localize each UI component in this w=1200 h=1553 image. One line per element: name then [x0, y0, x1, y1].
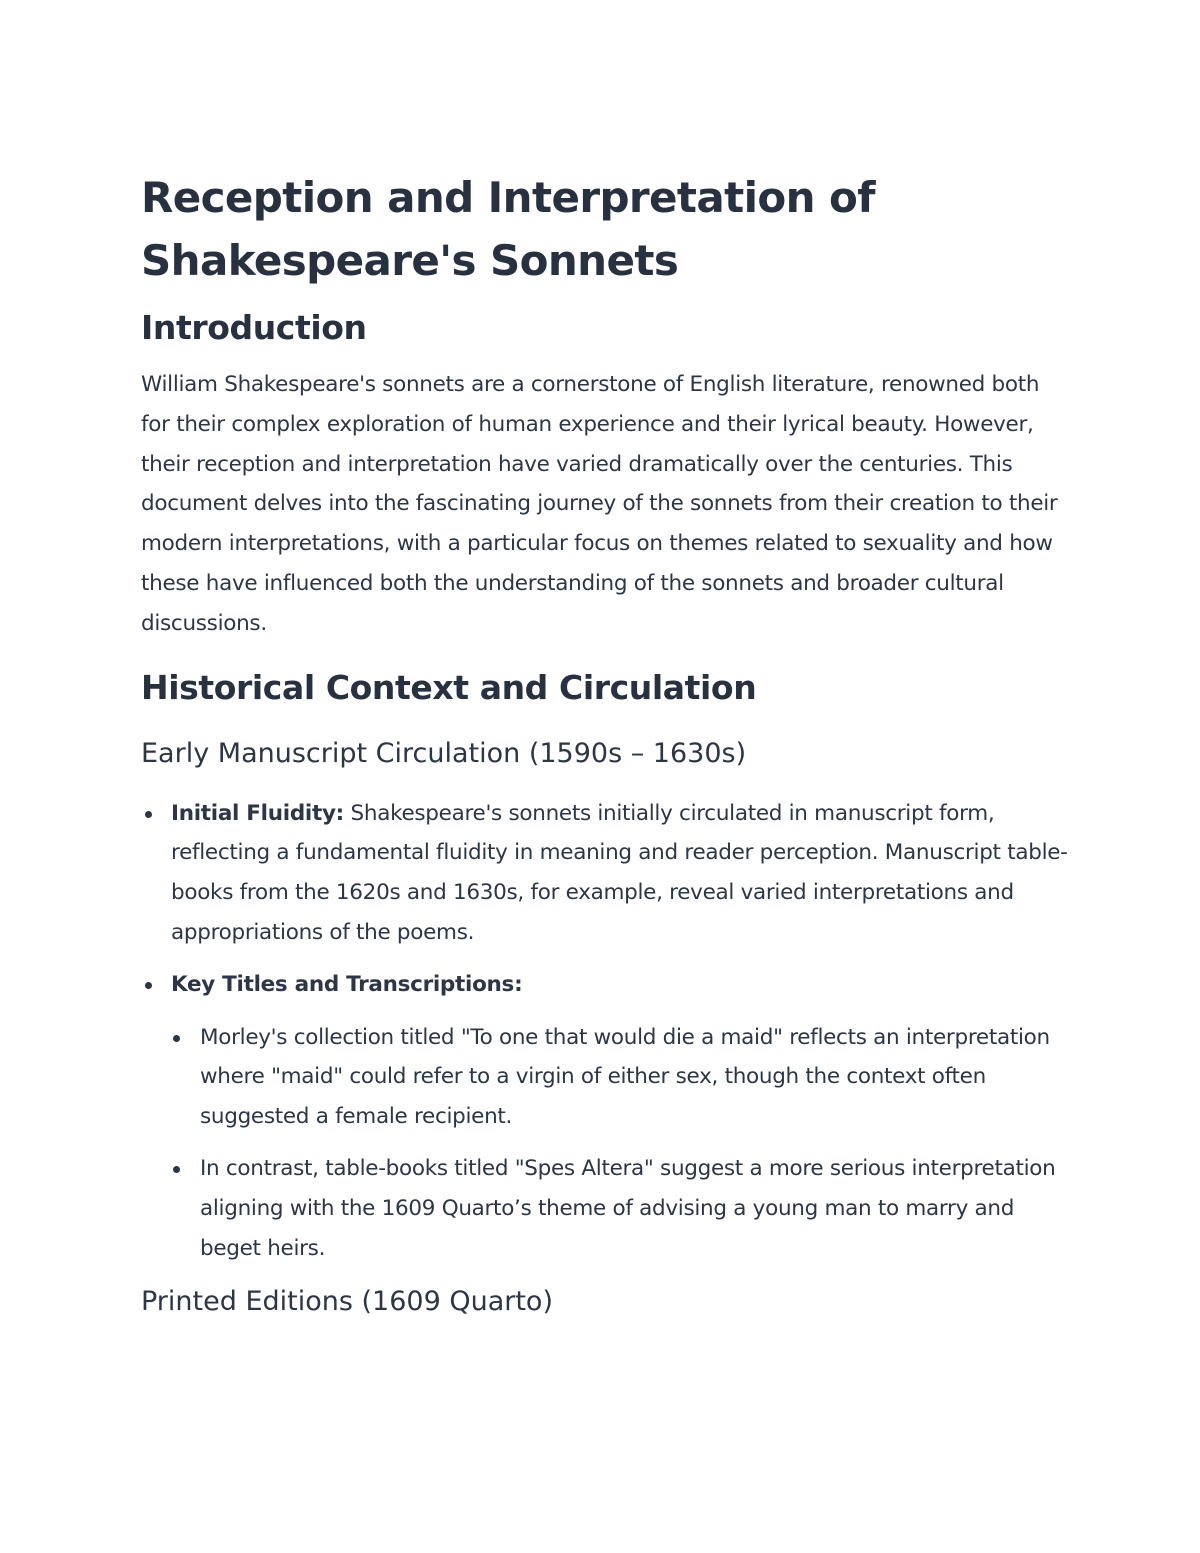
- list-item-initial-fluidity: Initial Fluidity: Shakespeare's sonnets initially circulated in manuscript form, reflecting a fundamental fluidity in meaning and reader perception. Manuscript table-books from the 1620s and 1630s, for example, reveal varied interpretations and appropriations of the poems.: [141, 794, 1071, 953]
- document-title-line-2: Shakespeare's Sonnets: [141, 236, 679, 285]
- list-item-label: Key Titles and Transcriptions: [171, 971, 515, 997]
- list-item-text: Shakespeare's sonnets initially circulated in manuscript form, reflecting a fundamental fluidity in meaning and reader perception. Manuscript table-books from the 1620s and 1630s, for example, reveal varied interpretations and appropriations of the poems.: [171, 800, 1068, 945]
- document-page: [141, 166, 1071, 1322]
- bullet-icon: [145, 982, 152, 989]
- early-manuscript-heading: Early Manuscript Circulation (1590s – 1630s): [141, 737, 747, 769]
- bullet-icon: [145, 811, 152, 818]
- list-item-key-titles: Key Titles and Transcriptions:: [141, 965, 1071, 1005]
- bullet-icon: [173, 1035, 180, 1042]
- printed-editions-heading: Printed Editions (1609 Quarto): [141, 1286, 553, 1318]
- sub-list-item-text: Morley's collection titled "To one that would die a maid" reflects an interpretation where "maid" could refer to a virgin of either sex, though the context often suggested a female recipient.: [200, 1024, 1050, 1130]
- document-title-line-1: Reception and Interpretation of: [141, 173, 875, 222]
- sub-list-item-spes-altera: [141, 1149, 1071, 1268]
- sub-list-item-morley: [141, 1018, 1071, 1137]
- introduction-heading: Introduction: [141, 308, 367, 347]
- sub-list-item-text: In contrast, table-books titled "Spes Altera" suggest a more serious interpretation aligning with the 1609 Quarto’s theme of advising a young man to marry and beget heirs.: [200, 1155, 1056, 1261]
- document-title: [141, 166, 1071, 292]
- list-item-label: Initial Fluidity: [171, 800, 336, 826]
- early-manuscript-list: [141, 794, 1071, 1269]
- historical-context-heading: Historical Context and Circulation: [141, 667, 757, 707]
- introduction-paragraph: William Shakespeare's sonnets are a cornerstone of English literature, renowned both for their complex exploration of human experience and their lyrical beauty. However, their reception and interpretation have varied dramatically over the centuries. This document delves into the fascinating journey of the sonnets from their creation to their modern interpretations, with a particular focus on themes related to sexuality and how these have influenced both the understanding of the sonnets and broader cultural discussions.: [141, 372, 1058, 636]
- bullet-icon: [173, 1166, 180, 1173]
